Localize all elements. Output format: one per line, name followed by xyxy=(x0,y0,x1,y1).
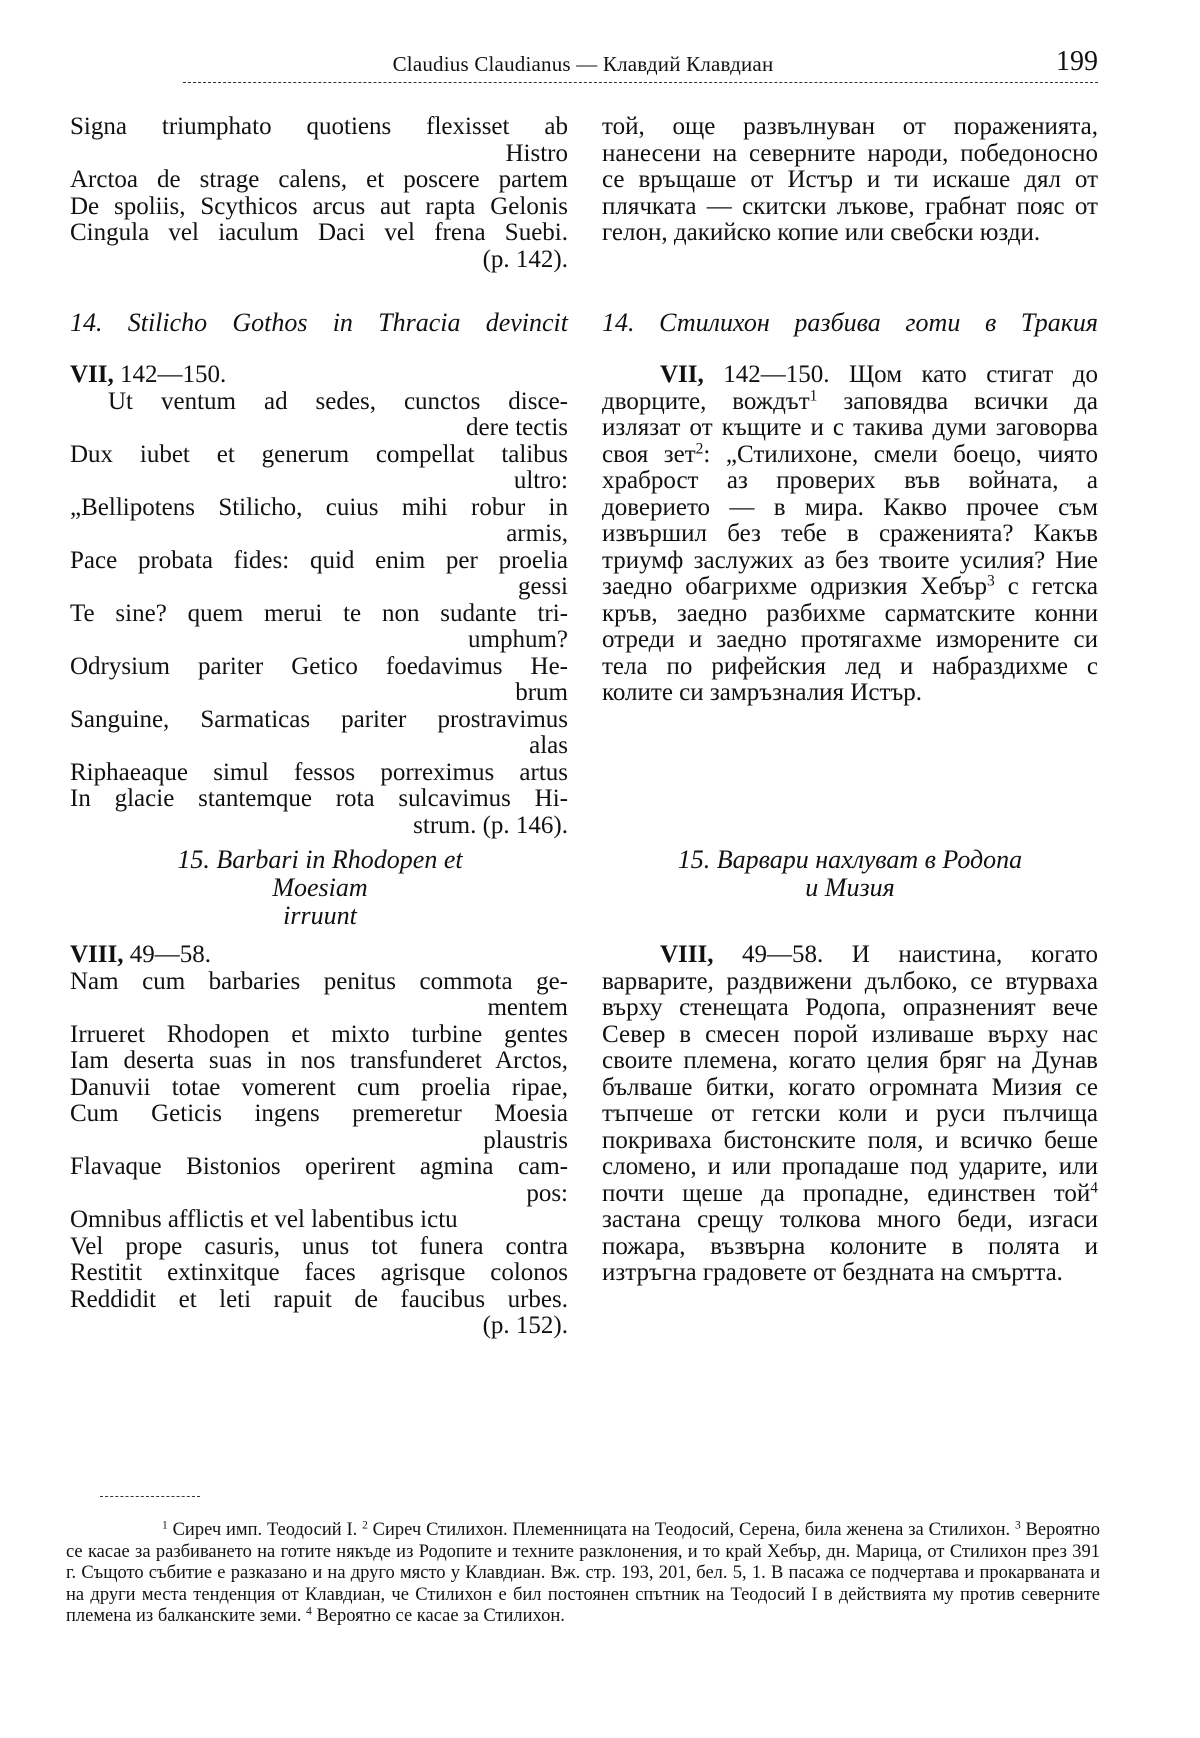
latin-verse-15 xyxy=(70,942,568,1340)
bulgarian-heading-14: 14. Стилихон разбива готи в Тракия xyxy=(602,308,1098,337)
verse-line: Pace probata fides: quid enim per proelia gessi xyxy=(70,546,568,600)
header-rule xyxy=(183,82,1098,83)
footnotes xyxy=(66,1520,1100,1628)
citation: VIII, 49—58. xyxy=(70,941,211,968)
verse-line: Flavaque Bistonios operirent agmina cam- pos: xyxy=(70,1153,568,1207)
verse-line: Irrueret Rhodopen et mixto turbine gentes xyxy=(70,1020,568,1048)
verse-line: Dux iubet et generum compellat talibus ultro: xyxy=(70,440,568,494)
footnote-ref: 4 xyxy=(1090,1178,1098,1196)
verse-line: Signa triumphato quotiens flexisset ab Histro xyxy=(70,113,568,167)
footnote-number: 3 xyxy=(1014,1519,1021,1532)
verse-line: Danuvii totae vomerent cum proelia ripae, xyxy=(70,1073,568,1101)
footnote-ref: 1 xyxy=(809,386,818,404)
verse-line: Cingula vel iaculum Daci vel frena Suebi. (p. 142). xyxy=(70,219,568,273)
verse-line: De spoliis, Scythicos arcus aut rapta Gelonis xyxy=(70,192,568,220)
verse-line: Iam deserta suas in nos transfunderet Arctos, xyxy=(70,1047,568,1074)
verse-line: Odrysium pariter Getico foedavimus He- brum xyxy=(70,652,568,706)
footnote-number: 2 xyxy=(362,1519,368,1532)
verse-line: Restitit extinxitque faces agrisque colonos xyxy=(70,1259,568,1286)
footnote-ref: 2 xyxy=(695,439,704,457)
running-title: Claudius Claudianus — Клавдий Клавдиан xyxy=(392,52,774,76)
footnote-number: 4 xyxy=(306,1605,312,1618)
bulgarian-intro-translation: той, още развълнуван от пораженията, нанесени на северните народи, победоносно се връщаше от Истър и ти искаше дял от плячката — скитски лъкове, грабнат пояс от гелон, дакийско копие или свебски юзди. xyxy=(602,113,1098,246)
footnote-text: $^1$ Сиреч имп. Теодосий I. $^2$ Сиреч Стилихон. Племенницата на Теодосий, Серена, била женена за Стилихон. $^3$ Вероятно се касае за разбиването на готите някъде из Родопите и техните разклонения, и то край Хебър, дн. Марица, от Стилихон през 391 г. Същото събитие е разказано и на друго място у Клавдиан. Вж. стр. 193, 201, бел. 5, 1. В пасажа се подчертава и прокарваната и на други места тенденция от Клавдиан, че Стилихон е бил постоянен спътник на Теодосий I в действията му против северните племена из балканските земи. $^4$ Вероятно се касае за Стилихон. xyxy=(66,1519,1100,1626)
latin-intro-verse xyxy=(70,114,568,273)
bulgarian-translation-14: VII, 142—150. Щом като стигат до дворците, вождът$^1$ заповядва всички да излязат от къщите и с такива думи заговорва своя зет$^2$: „Стилихоне, смели боецо, чиято храброст аз проверих във войната, а доверието — в мира. Какво прочее съм извършил без тебе в сраженията? Какъв триумф заслужих аз без твоите усилия? Ние заедно обагрихме одризкия Хебър$^3$ с гетска кръв, заедно разбихме сарматските конни отреди и заедно протягахме изморените си тела по рифейския лед и набраздихме с колите си замръзналия Истър. xyxy=(602,361,1099,706)
citation: VII, xyxy=(660,361,704,388)
verse-line: Vel prope casuris, unus tot funera contra xyxy=(70,1232,568,1260)
footnote-ref: 3 xyxy=(987,572,995,590)
citation: VII, 142—150. xyxy=(70,361,227,388)
running-header xyxy=(68,46,1098,86)
verse-line: In glacie stantemque rota sulcavimus Hi- strum. (p. 146). xyxy=(70,785,568,839)
page-number: 199 xyxy=(1056,46,1098,77)
verse-line: Cum Geticis ingens premeretur Moesia plaustris xyxy=(70,1100,568,1154)
verse-line: Te sine? quem merui te non sudante tri- umphum? xyxy=(70,599,568,653)
latin-heading-15: 15. Barbari in Rhodopen et Moesiam irruunt xyxy=(177,845,463,930)
footnote-number: 1 xyxy=(162,1519,168,1532)
footnote-rule xyxy=(100,1496,200,1497)
verse-line: Nam cum barbaries penitus commota ge- mentem xyxy=(70,967,568,1021)
verse-line: Riphaeaque simul fessos porreximus artus xyxy=(70,758,568,786)
citation: VIII, xyxy=(660,941,714,968)
verse-line: Reddidit et leti rapuit de faucibus urbes. (p. 152). xyxy=(70,1285,568,1339)
verse-line: „Bellipotens Stilicho, cuius mihi robur in armis, xyxy=(70,493,568,547)
bulgarian-heading-15: 15. Варвари нахлуват в Родопа и Мизия xyxy=(677,845,1023,902)
verse-line: Omnibus afflictis et vel labentibus ictu xyxy=(70,1206,458,1233)
latin-heading-14: 14. Stilicho Gothos in Thracia devincit xyxy=(70,308,568,337)
bulgarian-translation-15: VIII, 49—58. И наистина, когато варварите, раздвижени дълбоко, се втурваха върху стенещата Родопа, опразненият вече Север в смесен порой изливаше върху нас своите племена, когато целия бряг на Дунав бълваше битки, когато огромната Мизия се тъпчеше от гетски коли и руси пълчища покриваха бистонските поля, и всичко беше сломено, и или пропадаше под ударите, или почти щеше да пропадне, единствен той$^4$ застана срещу толкова много беди, изгаси пожара, възвърна колоните в полята и изтръгна градовете от бездната на смъртта. xyxy=(602,941,1098,1286)
verse-line: Arctoa de strage calens, et poscere partem xyxy=(70,166,568,193)
verse-line: Ut ventum ad sedes, cunctos disce- dere tectis xyxy=(108,387,568,441)
verse-line: Sanguine, Sarmaticas pariter prostravimus alas xyxy=(70,705,568,759)
latin-verse-14 xyxy=(70,362,568,839)
